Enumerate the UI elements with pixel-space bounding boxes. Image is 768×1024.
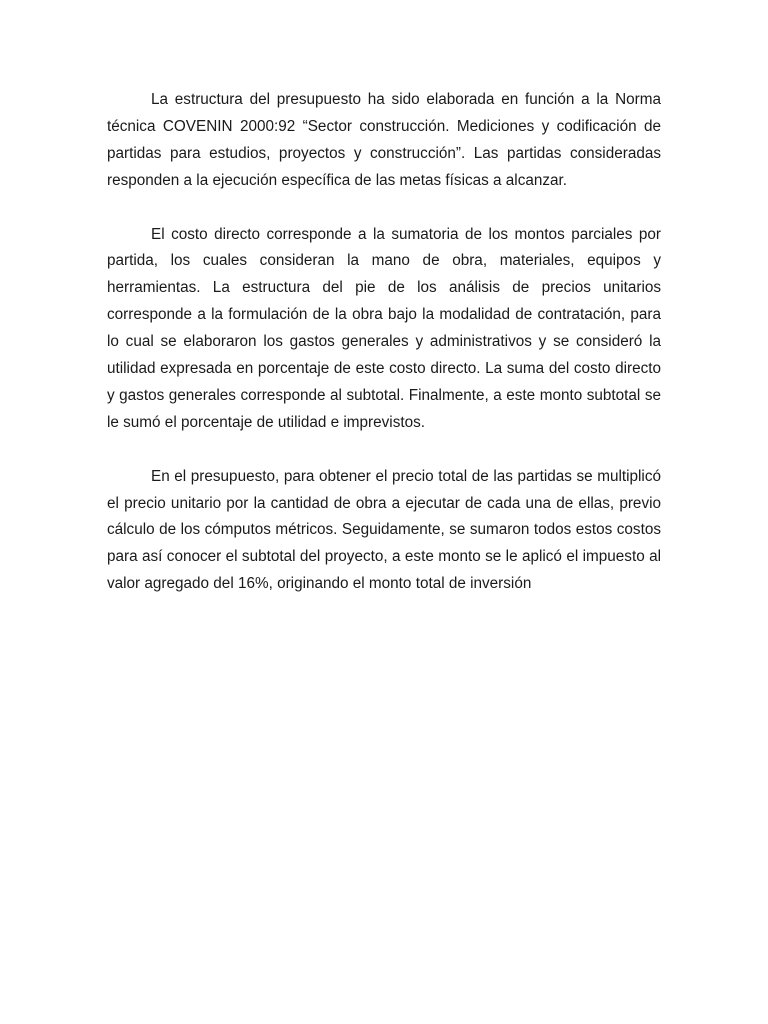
document-body xyxy=(107,87,661,598)
paragraph-budget-structure: La estructura del presupuesto ha sido elaborada en función a la Norma técnica COVENIN 2000:92 “Sector construcción. Mediciones y codificación de partidas para estudios, proyectos y construcción”. Las partidas consideradas responden a la ejecución específica de las metas físicas a alcanzar. xyxy=(107,91,661,189)
paragraph-total-price: En el presupuesto, para obtener el precio total de las partidas se multiplicó el precio unitario por la cantidad de obra a ejecutar de cada una de ellas, previo cálculo de los cómputos métricos. Seguidamente, se sumaron todos estos costos para así conocer el subtotal del proyecto, a este monto se le aplicó el impuesto al valor agregado del 16%, originando el monto total de inversión xyxy=(107,467,661,593)
paragraph-direct-cost: El costo directo corresponde a la sumatoria de los montos parciales por partida, los cuales consideran la mano de obra, materiales, equipos y herramientas. La estructura del pie de los análisis de precios unitarios corresponde a la formulación de la obra bajo la modalidad de contratación, para lo cual se elaboraron los gastos generales y administrativos y se consideró la utilidad expresada en porcentaje de este costo directo. La suma del costo directo y gastos generales corresponde al subtotal. Finalmente, a este monto subtotal se le sumó el porcentaje de utilidad e imprevistos. xyxy=(107,225,661,431)
